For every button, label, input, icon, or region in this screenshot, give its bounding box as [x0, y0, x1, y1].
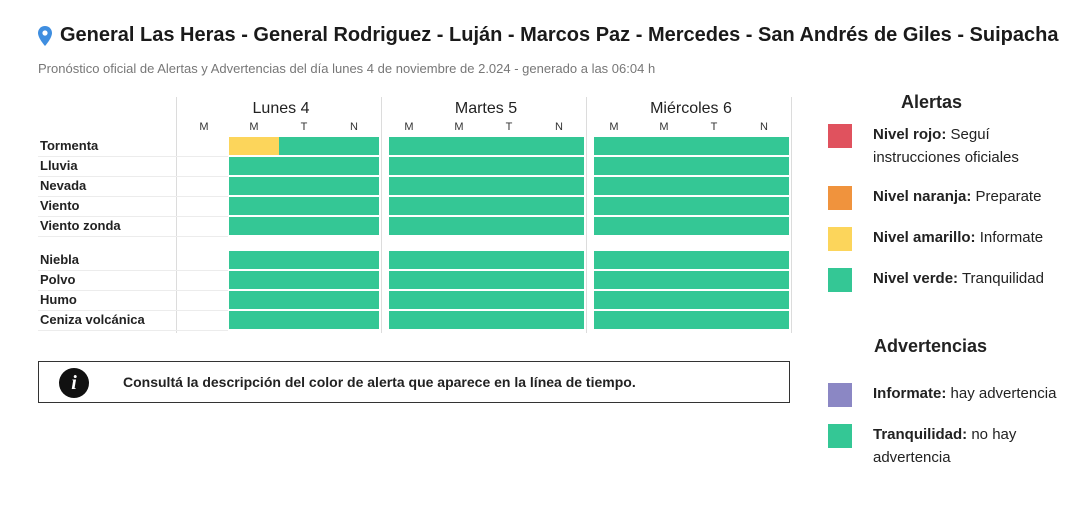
timeline-cell-verde	[534, 217, 584, 235]
timeline-cell-verde	[434, 217, 484, 235]
timeline-cell-verde	[594, 311, 639, 329]
legend-swatch-naranja	[828, 186, 852, 210]
timeline-cell-verde	[534, 311, 584, 329]
page-header	[38, 24, 1058, 47]
timeline-cell-verde	[229, 311, 279, 329]
row-divider	[38, 290, 228, 291]
period-label: N	[760, 121, 768, 133]
timeline-cell-verde	[639, 177, 689, 195]
timeline-cell-verde	[594, 197, 639, 215]
period-label: M	[249, 121, 259, 133]
period-label: M	[404, 121, 414, 133]
timeline-cell-verde	[534, 251, 584, 269]
timeline-cell-verde	[739, 197, 789, 215]
timeline-cell-verde	[739, 137, 789, 155]
row-label: Humo	[40, 292, 77, 307]
timeline-cell-verde	[594, 157, 639, 175]
timeline-cell-verde	[389, 217, 434, 235]
info-box	[38, 361, 790, 403]
row-label: Viento	[40, 198, 80, 213]
legend-item-verde: Nivel verde: Tranquilidad	[873, 270, 1044, 287]
timeline-cell-verde	[279, 291, 329, 309]
timeline-cell-verde	[434, 137, 484, 155]
row-divider	[38, 216, 228, 217]
timeline-cell-verde	[594, 271, 639, 289]
day-separator	[586, 97, 587, 333]
timeline-cell-verde	[639, 311, 689, 329]
timeline-cell-verde	[329, 291, 379, 309]
period-label: M	[659, 121, 669, 133]
legend-item-rojo: Nivel rojo: Seguí instrucciones oficiales	[873, 126, 1019, 166]
row-label: Tormenta	[40, 138, 99, 153]
row-label: Viento zonda	[40, 218, 121, 233]
legend-swatch-amarillo	[828, 227, 852, 251]
period-label: M	[199, 121, 209, 133]
timeline-cell-verde	[594, 291, 639, 309]
timeline-cell-verde	[389, 291, 434, 309]
legend-item-tranquilidad: Tranquilidad: no hay advertencia	[873, 426, 1017, 466]
day-separator	[381, 97, 382, 333]
timeline-cell-verde	[434, 291, 484, 309]
timeline-cell-verde	[389, 157, 434, 175]
timeline-cell-verde	[279, 177, 329, 195]
row-label: Nevada	[40, 178, 87, 193]
row-divider	[38, 176, 228, 177]
row-label: Niebla	[40, 252, 80, 267]
timeline-cell-verde	[279, 311, 329, 329]
timeline-cell-verde	[639, 197, 689, 215]
timeline-cell-verde	[279, 251, 329, 269]
timeline-cell-verde	[689, 291, 739, 309]
timeline-cell-verde	[534, 177, 584, 195]
timeline-cell-verde	[484, 137, 534, 155]
timeline-cell-verde	[434, 251, 484, 269]
period-label: M	[609, 121, 619, 133]
timeline-cell-verde	[689, 271, 739, 289]
timeline-cell-verde	[329, 311, 379, 329]
timeline-cell-verde	[229, 291, 279, 309]
timeline-cell-verde	[484, 291, 534, 309]
timeline-cell-verde	[329, 217, 379, 235]
legend-swatch-tranquilidad	[828, 424, 852, 448]
timeline-cell-verde	[229, 271, 279, 289]
day-separator	[176, 97, 177, 333]
timeline-cell-verde	[594, 251, 639, 269]
day-separator	[791, 97, 792, 333]
timeline-cell-verde	[329, 137, 379, 155]
timeline-cell-verde	[229, 197, 279, 215]
timeline-cell-verde	[739, 311, 789, 329]
timeline-cell-verde	[279, 271, 329, 289]
timeline-cell-verde	[389, 177, 434, 195]
timeline-cell-verde	[434, 157, 484, 175]
timeline-cell-verde	[229, 217, 279, 235]
row-divider	[38, 156, 228, 157]
legend-swatch-rojo	[828, 124, 852, 148]
legend-item-informate: Informate: hay advertencia	[873, 385, 1057, 402]
day-header: Lunes 4	[252, 100, 310, 117]
timeline-cell-verde	[329, 197, 379, 215]
period-label: M	[454, 121, 464, 133]
timeline-cell-verde	[229, 157, 279, 175]
timeline-cell-verde	[279, 217, 329, 235]
legend-item-amarillo: Nivel amarillo: Informate	[873, 229, 1044, 246]
info-icon: i	[59, 368, 89, 398]
map-pin-icon	[38, 26, 52, 46]
legend-swatch-verde	[828, 268, 852, 292]
row-divider	[38, 310, 228, 311]
row-divider	[38, 270, 228, 271]
timeline-cell-verde	[639, 271, 689, 289]
timeline-cell-verde	[534, 291, 584, 309]
timeline-cell-verde	[689, 217, 739, 235]
timeline-cell-verde	[534, 271, 584, 289]
timeline-cell-verde	[639, 217, 689, 235]
timeline-cell-verde	[279, 197, 329, 215]
row-label: Ceniza volcánica	[40, 312, 145, 327]
timeline-cell-verde	[639, 251, 689, 269]
timeline-cell-verde	[689, 251, 739, 269]
timeline-cell-verde	[389, 251, 434, 269]
timeline-cell-verde	[534, 137, 584, 155]
period-label: N	[555, 121, 563, 133]
timeline-cell-verde	[434, 197, 484, 215]
row-divider	[38, 196, 228, 197]
timeline-cell-verde	[434, 311, 484, 329]
timeline-cell-verde	[484, 217, 534, 235]
timeline-cell-verde	[389, 311, 434, 329]
row-divider	[38, 236, 228, 237]
info-text: Consultá la descripción del color de alerta que aparece en la línea de tiempo.	[123, 374, 636, 390]
day-header: Miércoles 6	[650, 100, 732, 117]
row-label: Polvo	[40, 272, 76, 287]
timeline-cell-verde	[534, 197, 584, 215]
timeline-cell-verde	[739, 177, 789, 195]
timeline-cell-verde	[739, 217, 789, 235]
page-title: General Las Heras - General Rodriguez - Luján - Marcos Paz - Mercedes - San Andrés de Giles - Suipacha	[60, 24, 1059, 46]
timeline-cell-verde	[484, 177, 534, 195]
period-label: T	[710, 121, 718, 133]
timeline-cell-verde	[329, 157, 379, 175]
period-label: T	[300, 121, 308, 133]
timeline-cell-verde	[434, 271, 484, 289]
timeline-cell-verde	[739, 291, 789, 309]
timeline-cell-verde	[229, 177, 279, 195]
timeline-cell-amarillo	[229, 137, 279, 155]
timeline-cell-verde	[484, 271, 534, 289]
legend-swatch-informate	[828, 383, 852, 407]
timeline-cell-verde	[594, 217, 639, 235]
timeline-cell-verde	[689, 177, 739, 195]
timeline-cell-verde	[229, 251, 279, 269]
timeline-cell-verde	[639, 137, 689, 155]
timeline-cell-verde	[739, 251, 789, 269]
timeline-cell-verde	[739, 271, 789, 289]
timeline-cell-verde	[279, 137, 329, 155]
timeline-cell-verde	[689, 137, 739, 155]
legend-alertas-title: Alertas	[901, 92, 963, 112]
timeline-cell-verde	[329, 271, 379, 289]
timeline-cell-verde	[739, 157, 789, 175]
timeline-cell-verde	[484, 311, 534, 329]
timeline-cell-verde	[594, 177, 639, 195]
timeline-cell-verde	[389, 137, 434, 155]
day-header: Martes 5	[454, 100, 518, 117]
timeline-cell-verde	[639, 291, 689, 309]
page-subtitle: Pronóstico oficial de Alertas y Advertencias del día lunes 4 de noviembre de 2.024 - generado a las 06:04 h	[38, 61, 656, 76]
timeline-cell-verde	[434, 177, 484, 195]
legend-item-naranja: Nivel naranja: Preparate	[873, 188, 1042, 205]
timeline-cell-verde	[689, 311, 739, 329]
period-label: N	[350, 121, 358, 133]
timeline-cell-verde	[689, 157, 739, 175]
timeline-cell-verde	[534, 157, 584, 175]
row-label: Lluvia	[40, 158, 78, 173]
alert-timeline	[38, 97, 792, 337]
legend-advertencias-title: Advertencias	[874, 336, 988, 356]
timeline-cell-verde	[484, 251, 534, 269]
timeline-cell-verde	[594, 137, 639, 155]
row-divider	[38, 330, 228, 331]
timeline-cell-verde	[329, 177, 379, 195]
timeline-cell-verde	[639, 157, 689, 175]
period-label: T	[505, 121, 513, 133]
timeline-cell-verde	[389, 197, 434, 215]
timeline-cell-verde	[329, 251, 379, 269]
timeline-cell-verde	[389, 271, 434, 289]
timeline-cell-verde	[689, 197, 739, 215]
timeline-cell-verde	[279, 157, 329, 175]
timeline-cell-verde	[484, 157, 534, 175]
timeline-cell-verde	[484, 197, 534, 215]
